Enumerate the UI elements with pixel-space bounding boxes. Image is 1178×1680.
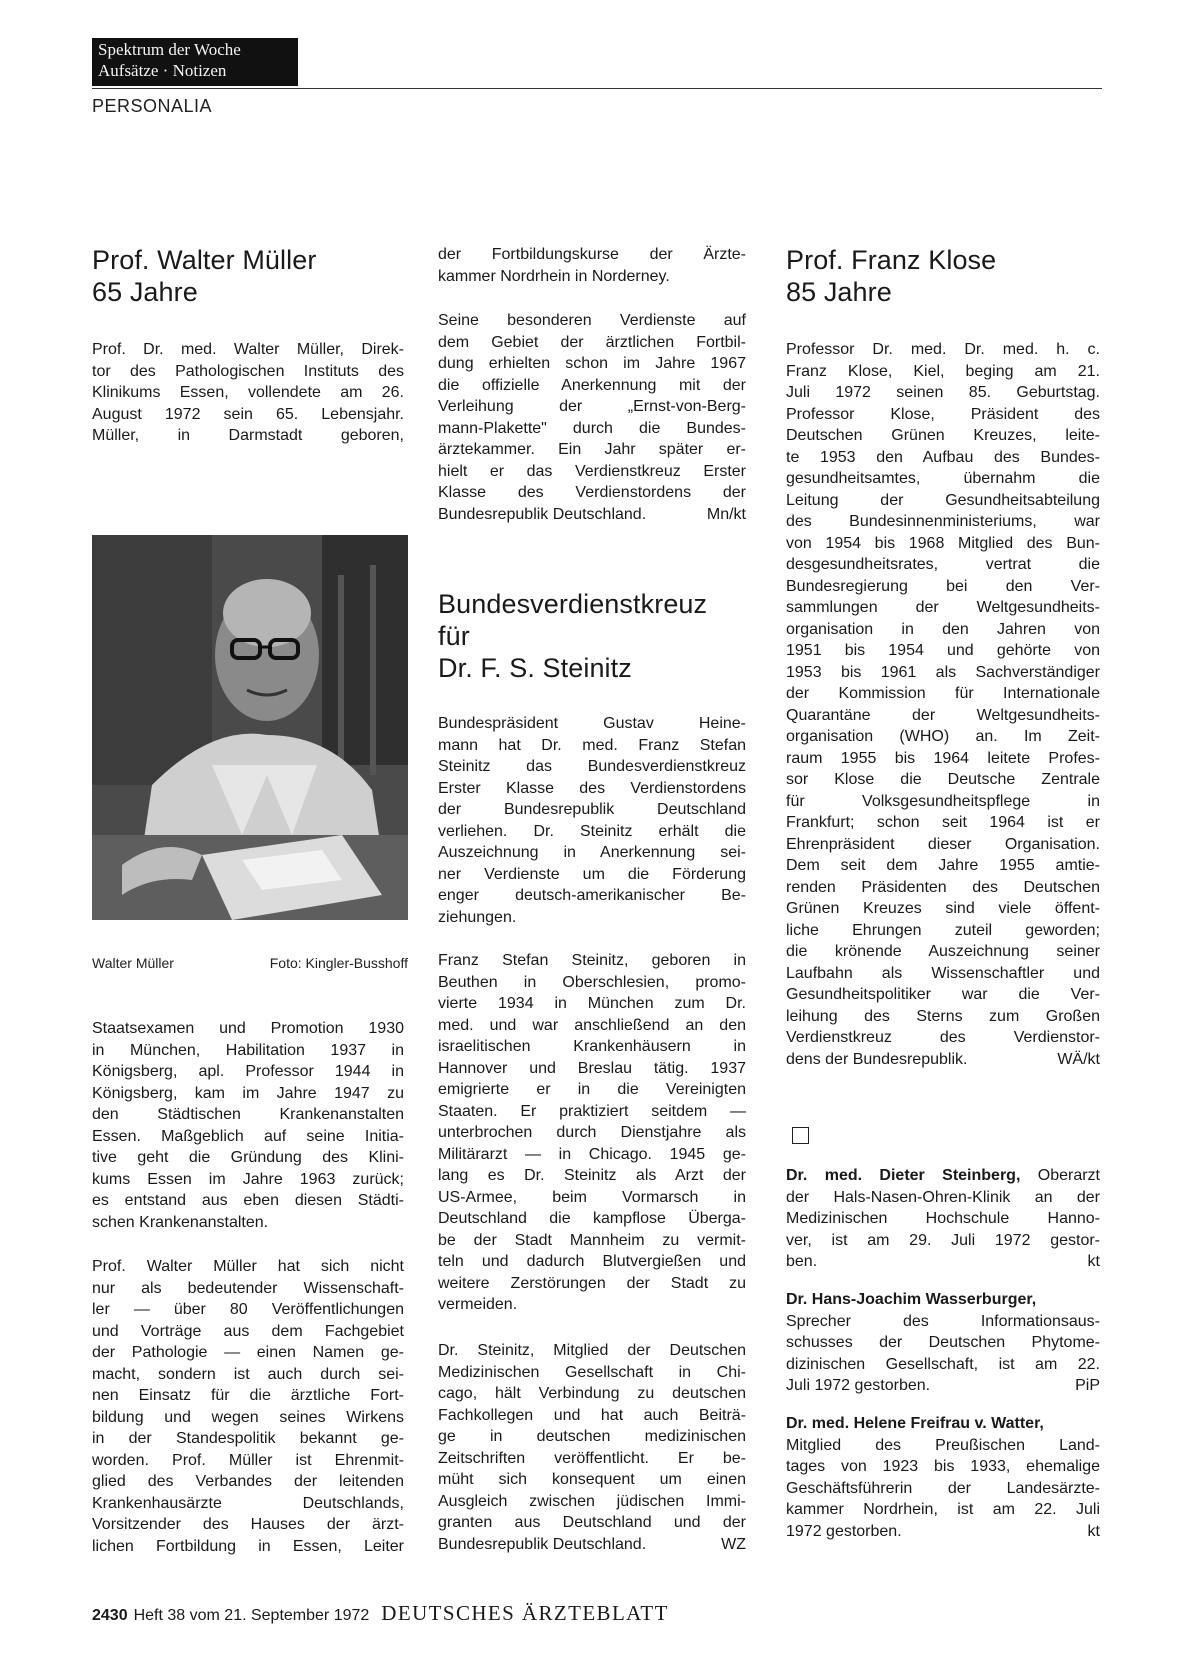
line-text: Bundesrepublik Deutschland.	[438, 1535, 647, 1553]
text-line: 1951 bis 1954 und gehörte von	[786, 642, 1100, 659]
line-text: Bundesrepublik Deutschland.	[438, 505, 647, 523]
text-line: Prof. Walter Müller hat sich nicht	[92, 1258, 404, 1275]
text-line: Staaten. Er praktiziert seitdem —	[438, 1102, 746, 1120]
text-line: in der Standespolitik bekannt ge-	[92, 1430, 404, 1447]
mueller-title-line-2: 65 Jahre	[92, 277, 198, 307]
text-line: kammer Nordrhein in Norderney.	[438, 267, 670, 285]
text-line: kammer Nordrhein, ist am 22. Juli	[786, 1501, 1100, 1518]
mueller-intro	[92, 339, 404, 447]
issue-info: Heft 38 vom 21. September 1972	[133, 1607, 370, 1624]
text-line: des Bundesinnenministeriums, war	[786, 513, 1100, 530]
text-line: der Pathologie — einen Namen ge-	[92, 1344, 404, 1361]
steinitz-para-3	[438, 1340, 746, 1555]
text-line: liche Ehrungen zuteil geworden;	[786, 921, 1100, 939]
text-line: nur als bedeutender Wissenschaft-	[92, 1279, 404, 1297]
text-line: tages von 1923 bis 1933, ehemalige	[786, 1458, 1100, 1475]
author-signature: kt	[1087, 1253, 1100, 1270]
text-line: dizinischen Gesellschaft, ist am 22.	[786, 1355, 1100, 1373]
portrait-illustration	[92, 535, 408, 920]
text-line: Juli 1972 seinen 85. Geburtstag.	[786, 384, 1100, 401]
obituary-first-line	[786, 1413, 1100, 1435]
text-line: worden. Prof. Müller ist Ehrenmit-	[92, 1451, 404, 1469]
text-line: Gesundheitspolitiker war die Ver-	[786, 986, 1100, 1003]
text-line: Hannover und Breslau tätig. 1937	[438, 1059, 746, 1077]
page-footer	[92, 1601, 669, 1626]
badge-line-2: Aufsätze · Notizen	[98, 61, 227, 80]
text-line: organisation in den Jahren von	[786, 620, 1100, 638]
caption-credit: Foto: Kingler-Busshoff	[269, 955, 408, 971]
text-line: cago, hält Verbindung zu deutschen	[438, 1385, 746, 1402]
text-line: hielt er das Verdienstkreuz Erster	[438, 462, 746, 480]
text-line: granten aus Deutschland und der	[438, 1514, 746, 1531]
text-line: die krönende Auszeichnung seiner	[786, 943, 1100, 960]
text-line: sor Klose die Deutsche Zentrale	[786, 771, 1100, 788]
text-line: weitere Zerstörungen der Stadt zu	[438, 1274, 746, 1292]
text-line: Königsberg, kam im Jahre 1947 zu	[92, 1084, 404, 1102]
text-line-with-signature	[786, 1375, 1100, 1397]
text-line: schusses der Deutschen Phytome-	[786, 1334, 1100, 1351]
text-line: Geschäftsführerin der Landesärzte-	[786, 1479, 1100, 1497]
text-line: be der Stadt Mannheim zu vermit-	[438, 1231, 746, 1249]
text-line: Dr. Steinitz, Mitglied der Deutschen	[438, 1342, 746, 1359]
text-line: te 1953 den Aufbau des Bundes-	[786, 448, 1100, 466]
text-line: ge in deutschen medizinischen	[438, 1428, 746, 1445]
text-line-with-signature	[786, 1251, 1100, 1273]
text-line: schen Krankenanstalten.	[92, 1213, 269, 1231]
text-line: leihung des Sterns zum Großen	[786, 1007, 1100, 1025]
text-line: Erster Klasse des Verdienstordens	[438, 779, 746, 797]
text-line: Seine besonderen Verdienste auf	[438, 312, 746, 329]
text-line: Grünen Kreuzes sind viele öffent-	[786, 900, 1100, 917]
text-line: nen Einsatz für die ärztliche Fort-	[92, 1387, 404, 1404]
text-line: Militärarzt — in Chicago. 1945 ge-	[438, 1145, 746, 1163]
text-line: Essen. Maßgeblich auf seine Initia-	[92, 1127, 404, 1145]
text-line: Franz Stefan Steinitz, geboren in	[438, 952, 746, 969]
text-line: israelitischen Krankenhäusern in	[438, 1038, 746, 1055]
author-signature: PiP	[1075, 1377, 1100, 1394]
text-line: lang es Dr. Steinitz als Arzt der	[438, 1167, 746, 1184]
text-line: dung erhielten schon im Jahre 1967	[438, 355, 746, 372]
author-signature: Mn/kt	[706, 505, 746, 523]
klose-title-line-2: 85 Jahre	[786, 277, 892, 307]
obituary-first-line	[786, 1165, 1100, 1187]
text-line: bildung und wegen seines Wirkens	[92, 1408, 404, 1426]
text-line: verliehen. Dr. Steinitz erhält die	[438, 822, 746, 840]
text-line: Professor Klose, Präsident des	[786, 405, 1100, 423]
text-line: den Städtischen Krankenanstalten	[92, 1106, 404, 1123]
steinitz-title-line-2: für	[438, 621, 470, 651]
header-rule	[92, 88, 1102, 89]
text-line: Deutschland die kampflose Übergа-	[438, 1210, 746, 1227]
mueller-heading	[92, 244, 404, 308]
text-line: med. und war anschließend an den	[438, 1016, 746, 1034]
author-signature: WZ	[721, 1535, 746, 1553]
obituary-first-line	[786, 1289, 1100, 1311]
badge-line-1: Spektrum der Woche	[98, 40, 241, 59]
steinitz-para-2	[438, 950, 746, 1316]
text-line: Königsberg, apl. Professor 1944 in	[92, 1063, 404, 1080]
text-line: lichen Fortbildung in Essen, Leiter	[92, 1537, 404, 1555]
text-line: Frankfurt; schon seit 1964 ist er	[786, 814, 1100, 831]
photo-caption	[92, 955, 408, 971]
text-line-with-signature	[438, 1534, 746, 1556]
text-line: Medizinischen Gesellschaft in Chi-	[438, 1363, 746, 1381]
author-signature: kt	[1087, 1522, 1100, 1540]
text-line: von 1954 bis 1968 Mitglied des Bun-	[786, 534, 1100, 552]
text-line: der Fortbildungskurse der Ärzte-	[438, 246, 746, 263]
text-line: Auszeichnung in Anerkennung sei-	[438, 844, 746, 861]
caption-name: Walter Müller	[92, 955, 174, 971]
section-badge	[92, 38, 298, 86]
page-number: 2430	[92, 1607, 128, 1624]
text-line: Vorsitzender des Hauses der ärzt-	[92, 1516, 404, 1533]
text-line: Staatsexamen und Promotion 1930	[92, 1020, 404, 1037]
text-line: in München, Habilitation 1937 in	[92, 1041, 404, 1059]
text-line: ziehungen.	[438, 908, 517, 926]
text-line: müht sich konsequent um einen	[438, 1471, 746, 1488]
text-line: Prof. Dr. med. Walter Müller, Direk-	[92, 341, 404, 358]
text-line: Steinitz das Bundesverdienstkreuz	[438, 758, 746, 775]
text-line: unterbrochen durch Dienstjahre als	[438, 1124, 746, 1141]
text-line: Ehrenpräsident dieser Organisation.	[786, 835, 1100, 853]
text-line: organisation (WHO) an. Im Zeit-	[786, 728, 1100, 745]
text-line: August 1972 sein 65. Lebensjahr.	[92, 405, 404, 423]
steinitz-para-1	[438, 713, 746, 928]
obituary-2	[786, 1289, 1100, 1397]
line-text: 1972 gestorben.	[786, 1522, 902, 1540]
text-line: emigrierte er in die Vereinigten	[438, 1081, 746, 1098]
end-of-article-square	[792, 1127, 809, 1144]
text-line: 1953 bis 1961 als Sachverständiger	[786, 663, 1100, 681]
text-line: sammlungen der Weltgesundheits-	[786, 599, 1100, 616]
text-line: der Kommission für Internationale	[786, 685, 1100, 702]
text-line: tive geht die Gründung des Klini-	[92, 1149, 404, 1166]
text-line: glied des Verbandes der leitenden	[92, 1473, 404, 1490]
text-line: renden Präsidenten des Deutschen	[786, 878, 1100, 896]
mueller-cont-2	[438, 310, 746, 525]
text-line: für Volksgesundheitspflege in	[786, 792, 1100, 810]
line-text: Juli 1972 gestorben.	[786, 1377, 931, 1394]
mueller-cont-1	[438, 244, 746, 287]
masthead: DEUTSCHES ÄRZTEBLATT	[381, 1601, 669, 1625]
klose-title-line-1: Prof. Franz Klose	[786, 245, 997, 275]
text-line: enger deutsch-amerikanischer Be-	[438, 887, 746, 904]
obituary-name: Dr. med. Helene Freifrau v. Watter,	[786, 1415, 1044, 1432]
text-line: Deutschen Grünen Kreuzes, leite-	[786, 427, 1100, 444]
text-line: ver, ist am 29. Juli 1972 gestor-	[786, 1231, 1100, 1249]
klose-heading	[786, 244, 1100, 308]
text-line: ner Verdienste um die Förderung	[438, 865, 746, 883]
text-line-with-signature	[786, 1049, 1100, 1071]
text-line: gesundheitsamtes, übernahm die	[786, 470, 1100, 487]
klose-body	[786, 339, 1100, 1070]
text-line: US-Armee, beim Vormarsch in	[438, 1188, 746, 1206]
obituary-name: Dr. Hans-Joachim Wasserburger,	[786, 1291, 1037, 1308]
text-line: der Bundesrepublik Deutschland	[438, 801, 746, 818]
text-line: Professor Dr. med. Dr. med. h. c.	[786, 341, 1100, 358]
text-line: teln und dadurch Blutvergießen und	[438, 1253, 746, 1270]
text-line: Verleihung der „Ernst-von-Berg-	[438, 398, 746, 415]
obituary-3	[786, 1413, 1100, 1542]
text-line: Ausgleich zwischen jüdischen Immi-	[438, 1492, 746, 1510]
text-line: Quarantäne der Weltgesundheits-	[786, 706, 1100, 724]
text-line: und Vorträge aus dem Fachgebiet	[92, 1322, 404, 1340]
text-line: Krankenhausärzte Deutschlands,	[92, 1494, 404, 1512]
text-line: Klasse des Verdienstordens der	[438, 484, 746, 501]
text-line: Leitung der Gesundheitsabteilung	[786, 491, 1100, 509]
steinitz-heading	[438, 588, 746, 684]
text-line: die offizielle Anerkennung mit der	[438, 376, 746, 394]
mueller-title-line-1: Prof. Walter Müller	[92, 245, 317, 275]
steinitz-title-line-3: Dr. F. S. Steinitz	[438, 653, 632, 683]
text-line-with-signature	[786, 1521, 1100, 1543]
text-line-with-signature	[438, 504, 746, 526]
text-line: der Hals-Nasen-Ohren-Klinik an der	[786, 1188, 1100, 1206]
text-line: es entstand aus eben diesen Städti-	[92, 1192, 404, 1209]
text-line: Fachkollegen und hat auch Beiträ-	[438, 1406, 746, 1424]
text-line: desgesundheitsrates, vertrat die	[786, 556, 1100, 573]
text-line: kums Essen im Jahre 1963 zurück;	[92, 1170, 404, 1188]
text-line: Sprecher des Informationsaus-	[786, 1312, 1100, 1330]
text-line: ärztekammer. Ein Jahr später er-	[438, 441, 746, 458]
text-line: ler — über 80 Veröffentlichungen	[92, 1301, 404, 1318]
text-line: macht, sondern ist auch durch sei-	[92, 1365, 404, 1383]
text-line: dem Gebiet der ärztlichen Fortbil-	[438, 333, 746, 351]
text-line: Dem seit dem Jahre 1955 amtie-	[786, 857, 1100, 874]
text-line: Müller, in Darmstadt geboren,	[92, 427, 404, 444]
text-line: Laufbahn als Wissenschaftler und	[786, 964, 1100, 982]
text-line: Bundespräsident Gustav Heine-	[438, 715, 746, 732]
text-line: Zeitschriften veröffentlicht. Er be-	[438, 1449, 746, 1467]
text-line: tor des Pathologischen Instituts des	[92, 362, 404, 380]
text-line: Klinikums Essen, vollendete am 26.	[92, 384, 404, 401]
mueller-para-3	[92, 1256, 404, 1557]
text-line: Mitglied des Preußischen Land-	[786, 1436, 1100, 1454]
text-line: Beuthen in Oberschlesien, promo-	[438, 973, 746, 991]
text-line: Bundesregierung bei den Ver-	[786, 577, 1100, 595]
mueller-para-2	[92, 1018, 404, 1233]
text-line: Medizinischen Hochschule Hanno-	[786, 1210, 1100, 1227]
text-line: vierte 1934 in München zum Dr.	[438, 995, 746, 1012]
portrait-photo	[92, 535, 408, 920]
author-signature: WÄ/kt	[1057, 1050, 1100, 1068]
steinitz-title-line-1: Bundesverdienstkreuz	[438, 589, 708, 619]
section-title: PERSONALIA	[92, 96, 213, 116]
obituary-1	[786, 1165, 1100, 1273]
text-line: Franz Klose, Kiel, beging am 21.	[786, 362, 1100, 380]
line-text: dens der Bundesrepublik.	[786, 1050, 968, 1068]
text-line: mann hat Dr. med. Franz Stefan	[438, 736, 746, 754]
text-line: Verdienstkreuz des Verdienstor-	[786, 1029, 1100, 1046]
line-text: ben.	[786, 1253, 818, 1270]
text-line: raum 1955 bis 1964 leitete Profes-	[786, 749, 1100, 767]
text-line: mann-Plakette" durch die Bundes-	[438, 419, 746, 437]
obituary-first-rest: Oberarzt	[1020, 1167, 1101, 1184]
text-line: vermeiden.	[438, 1296, 518, 1313]
obituary-name: Dr. med. Dieter Steinberg,	[786, 1167, 1021, 1184]
